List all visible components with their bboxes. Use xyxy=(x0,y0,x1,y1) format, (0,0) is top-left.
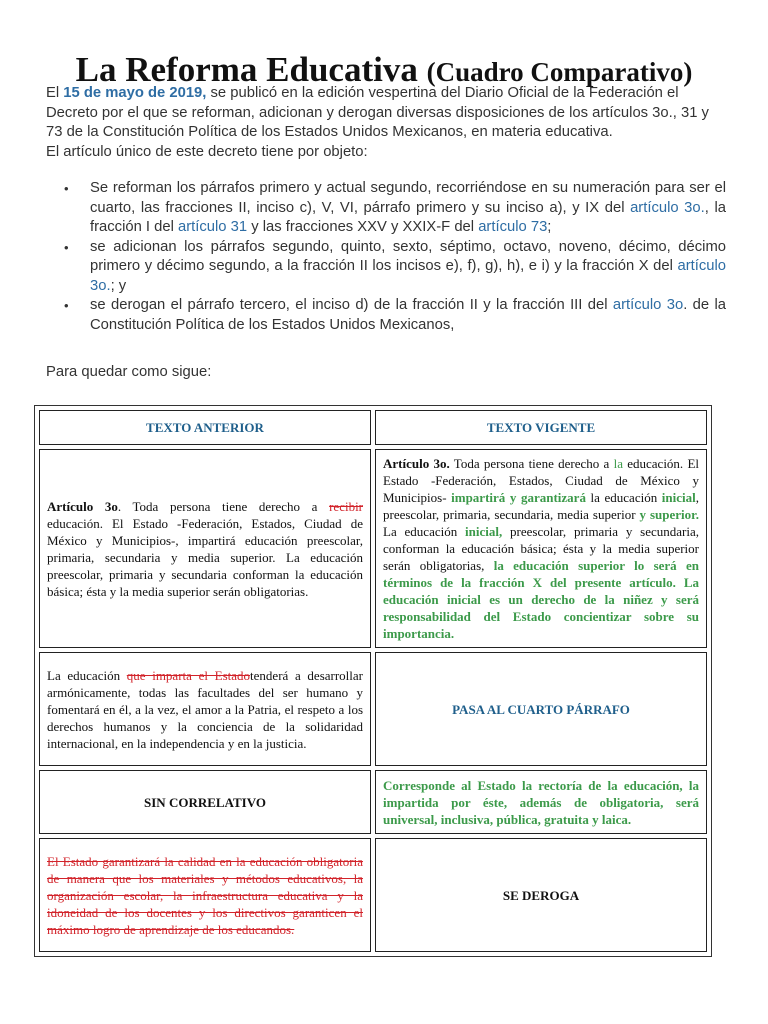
cell-text: la educación xyxy=(585,490,662,505)
table-header-row xyxy=(39,410,707,445)
cell-text: La educación xyxy=(383,524,466,539)
article-label: Artículo 3o xyxy=(47,498,118,514)
intro-text: El xyxy=(46,85,64,101)
item-text: ; xyxy=(547,219,552,235)
comparison-table xyxy=(34,405,712,957)
publication-date: 15 de mayo de 2019, xyxy=(63,85,207,101)
article-link[interactable]: artículo 3o. xyxy=(90,258,726,294)
deleted-text: que imparta el Estado xyxy=(126,667,251,683)
list-item xyxy=(64,238,726,297)
table-row xyxy=(39,838,707,952)
article-label: Artículo 3o. xyxy=(383,456,450,471)
added-text: inicial xyxy=(661,490,696,505)
article-link[interactable]: artículo 3o xyxy=(612,297,684,313)
cell-text: tenderá a desarrollar armónicamente, todas las facultades del ser humano y fomentará en él, a la vez, el amor a la Patria, el respeto a los derechos humanos y la conciencia de la solidaridad internacional, en la independencia y en la justicia. xyxy=(47,667,364,751)
intro-text: se publicó en la edición vespertina del Diario Oficial de la Federación el Decreto por el que se reforman, adicionan y derogan diversas disposiciones de los artículos 3o., 31 y 73 de la Constitución Política de los Estados Unidos Mexicanos, en materia educativa. xyxy=(46,85,709,140)
added-text: y superior. xyxy=(639,507,699,522)
previous-text-cell: SIN CORRELATIVO xyxy=(39,770,371,834)
current-text-cell xyxy=(375,449,707,648)
cell-text: educación. El Estado -Federación, Estados, Ciudad de México y Municipios-, impartirá educación preescolar, primaria, secundaria y media superior. La educación preescolar, primaria y secundaria conforman la educación básica; ésta y la media superior serán obligatorias. xyxy=(47,515,363,599)
current-text-cell: PASA AL CUARTO PÁRRAFO xyxy=(375,652,707,766)
header-current-text: TEXTO VIGENTE xyxy=(375,410,707,445)
table-row xyxy=(39,449,707,648)
article-link[interactable]: artículo 73 xyxy=(478,219,548,235)
added-text: impartirá y garantizará xyxy=(451,490,586,505)
item-text: y las fracciones XXV y XXIX-F del xyxy=(247,219,479,235)
added-text: la xyxy=(613,456,623,471)
cell-text: educación. El Estado -Federación, Estados, Ciudad de México y Municipios- xyxy=(383,456,700,505)
previous-text-cell xyxy=(39,652,371,766)
intro-objective: El artículo único de este decreto tiene por objeto: xyxy=(46,143,368,160)
previous-text-cell xyxy=(39,449,371,648)
intro-paragraph xyxy=(46,84,726,143)
item-text: Se reforman los párrafos primero y actual segundo, recorriéndose en su numeración para ser el cuarto, las fracciones II, inciso c), V, VI, párrafo primero y su inciso a), y IX del xyxy=(90,180,726,216)
current-text-cell: Corresponde al Estado la rectoría de la educación, la impartida por éste, además de obligatoria, será universal, inclusiva, pública, gratuita y laica. xyxy=(375,770,707,834)
header-previous-text: TEXTO ANTERIOR xyxy=(39,410,371,445)
list-item xyxy=(64,179,726,238)
article-link[interactable]: artículo 31 xyxy=(178,219,248,235)
previous-text-cell: El Estado garantizará la calidad en la educación obligatoria de manera que los materiales y métodos educativos, la organización escolar, la infraestructura educativa y la idoneidad de los docentes y los directivos garanticen el máximo logro de aprendizaje de los educandos. xyxy=(39,838,371,952)
cell-text: , preescolar, primaria, secundaria, media superior xyxy=(383,490,699,522)
current-text-cell: SE DEROGA xyxy=(375,838,707,952)
article-link[interactable]: artículo 3o. xyxy=(630,199,705,216)
item-text: , la fracción I del xyxy=(90,199,726,235)
table-row xyxy=(39,770,707,834)
item-text: ; y xyxy=(110,277,127,294)
item-text: se derogan el párrafo tercero, el inciso d) de la fracción II y la fracción III del xyxy=(90,297,613,313)
table-row xyxy=(39,652,707,766)
title-main: La Reforma Educativa xyxy=(75,50,418,89)
transition-text: Para quedar como sigue: xyxy=(46,364,212,380)
cell-text: La educación xyxy=(47,667,127,683)
cell-text: preescolar, primaria y secundaria, conforman la educación básica; ésta y la media superior serán obligatorias, xyxy=(383,524,699,573)
added-text: la educación superior lo será en términos de la fracción X del presente artículo. La educación inicial es un derecho de la niñez y será responsabilidad del Estado concientizar sobre su importancia. xyxy=(383,558,699,641)
item-text: se adicionan los párrafos segundo, quinto, sexto, séptimo, octavo, noveno, décimo, décimo primero y décimo segundo, a la fracción II los incisos e), f), g), h), e i) y la fracción X del xyxy=(90,238,726,274)
added-text: inicial, xyxy=(465,524,503,539)
list-item xyxy=(64,296,726,335)
cell-text: Toda persona tiene derecho a xyxy=(449,456,614,471)
deleted-text: recibir xyxy=(329,498,364,514)
intro-section xyxy=(46,84,726,162)
title-subtitle: (Cuadro Comparativo) xyxy=(426,57,693,87)
item-text: . de la Constitución Política de los Estados Unidos Mexicanos, xyxy=(90,297,727,333)
reform-list xyxy=(64,179,726,335)
cell-text: . Toda persona tiene derecho a xyxy=(117,498,330,514)
